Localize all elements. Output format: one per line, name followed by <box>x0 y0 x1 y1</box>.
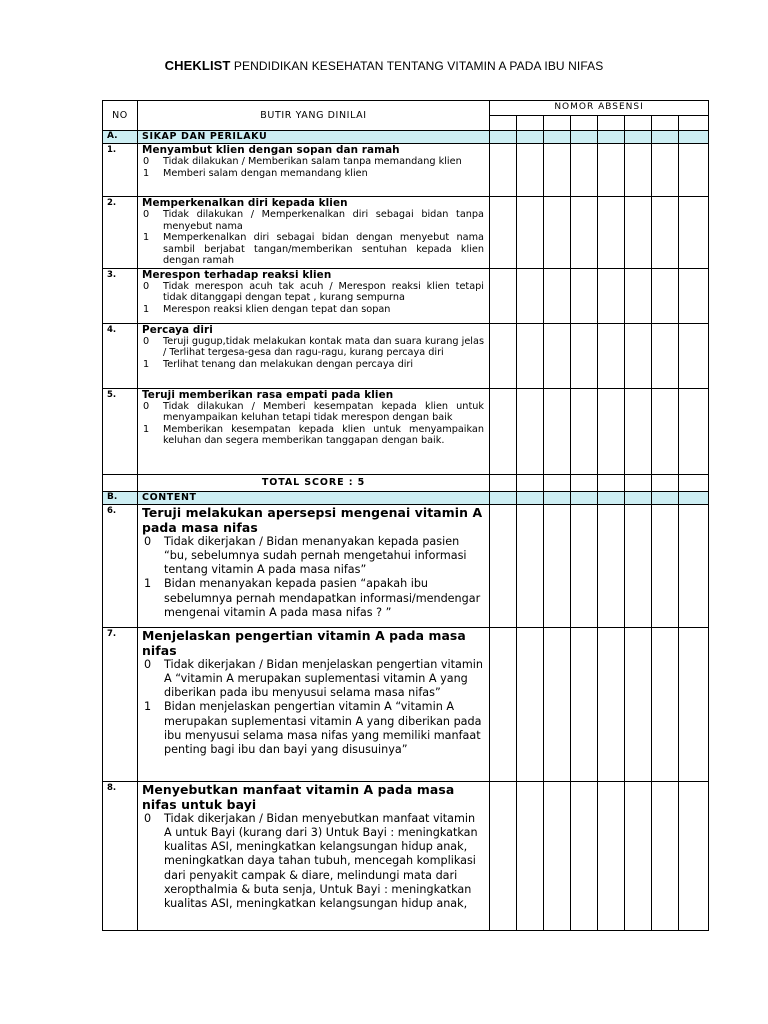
section-score-cell <box>490 491 517 504</box>
checklist-item-row <box>103 781 709 930</box>
score-cell[interactable] <box>517 504 544 627</box>
score-cell[interactable] <box>625 144 652 197</box>
score-cell[interactable] <box>517 197 544 269</box>
section-score-cell <box>652 131 679 144</box>
score-cell[interactable] <box>571 388 598 474</box>
score-value: 0 <box>144 534 152 548</box>
score-option <box>142 209 484 232</box>
title-rest: PENDIDIKAN KESEHATAN TENTANG VITAMIN A PADA IBU NIFAS <box>233 59 604 73</box>
score-cell[interactable] <box>652 197 679 269</box>
section-score-cell <box>679 491 709 504</box>
score-value: 1 <box>143 232 150 243</box>
score-cell[interactable] <box>652 268 679 323</box>
score-text: Tidak dilakukan / Memperkenalkan diri sebagai bidan tanpa menyebut nama <box>163 209 484 232</box>
score-text: Tidak dikerjakan / Bidan menyebutkan manfaat vitamin A untuk Bayi (kurang dari 3) Untuk Bayi : meningkatkan kualitas ASI, meningkatkan kelangsungan hidup anak, meningkatkan daya tahan tubuh, mencegah komplikasi dari penyakit campak & diare, melindungi mata dari xeropthalmia & buta senja, Untuk Bayi : meningkatkan kualitas ASI, meningkatkan kelangsungan hidup anak, <box>164 811 478 911</box>
section-score-cell <box>490 131 517 144</box>
score-cell[interactable] <box>625 504 652 627</box>
header-butir: BUTIR YANG DINILAI <box>138 101 490 131</box>
score-cell[interactable] <box>679 504 709 627</box>
total-score-cell[interactable] <box>652 474 679 491</box>
score-value: 0 <box>143 400 150 412</box>
score-cell[interactable] <box>517 781 544 930</box>
score-cell[interactable] <box>490 627 517 781</box>
score-value: 0 <box>143 335 150 347</box>
header-no: NO <box>103 101 138 131</box>
score-cell[interactable] <box>679 323 709 388</box>
total-score-cell[interactable] <box>598 474 625 491</box>
section-score-cell <box>598 131 625 144</box>
item-number: 7. <box>103 627 138 781</box>
total-score: TOTAL SCORE : 5 <box>138 474 490 491</box>
score-cell[interactable] <box>598 197 625 269</box>
score-option <box>142 168 484 180</box>
score-text: Memberi salam dengan memandang klien <box>163 167 368 179</box>
score-cell[interactable] <box>517 388 544 474</box>
score-option <box>142 424 484 447</box>
score-option <box>142 535 484 578</box>
score-cell[interactable] <box>490 388 517 474</box>
section-score-cell <box>625 491 652 504</box>
section-score-cell <box>652 491 679 504</box>
score-cell[interactable] <box>490 504 517 627</box>
total-score-cell[interactable] <box>625 474 652 491</box>
score-cell[interactable] <box>571 144 598 197</box>
score-value: 0 <box>144 657 152 671</box>
document-title <box>0 58 768 73</box>
score-cell[interactable] <box>544 504 571 627</box>
score-cell[interactable] <box>625 197 652 269</box>
score-text: Bidan menjelaskan pengertian vitamin A “vitamin A merupakan suplementasi vitamin A yang diberikan pada ibu menyusui selama masa nifas yang memiliki manfaat penting bagi ibu dan bayi yang disusuinya” <box>164 700 482 757</box>
score-cell[interactable] <box>679 268 709 323</box>
checklist-item-row <box>103 388 709 474</box>
checklist-item-row <box>103 197 709 269</box>
score-cell[interactable] <box>625 627 652 781</box>
score-text: Tidak dilakukan / Memberikan salam tanpa memandang klien <box>163 156 462 167</box>
item-description <box>138 627 490 781</box>
item-title: Percaya diri <box>142 323 213 336</box>
header-nomor-absensi: NOMOR ABSENSI <box>490 101 709 116</box>
score-cell[interactable] <box>544 781 571 930</box>
item-number: 6. <box>103 504 138 627</box>
item-title: Menjelaskan pengertian vitamin A pada masa nifas <box>142 627 466 658</box>
item-number: 1. <box>103 144 138 197</box>
score-cell[interactable] <box>598 323 625 388</box>
absensi-header-cell[interactable] <box>652 116 679 131</box>
score-cell[interactable] <box>679 144 709 197</box>
absensi-header-cell[interactable] <box>544 116 571 131</box>
item-number: 2. <box>103 197 138 269</box>
section-code: A. <box>103 131 138 144</box>
section-row <box>103 491 709 504</box>
section-score-cell <box>517 491 544 504</box>
checklist-item-row <box>103 504 709 627</box>
score-cell[interactable] <box>598 268 625 323</box>
score-value: 1 <box>143 167 150 179</box>
score-cell[interactable] <box>598 504 625 627</box>
score-value: 1 <box>143 303 150 315</box>
score-cell[interactable] <box>679 627 709 781</box>
total-score-row <box>103 474 709 491</box>
score-cell[interactable] <box>490 144 517 197</box>
section-score-cell <box>544 491 571 504</box>
total-score-cell[interactable] <box>544 474 571 491</box>
score-cell[interactable] <box>652 781 679 930</box>
score-cell[interactable] <box>517 144 544 197</box>
item-description <box>138 504 490 627</box>
score-text: Memberikan kesempatan kepada klien untuk menyampaikan keluhan dan segera memberikan tanggapan dengan baik. <box>163 423 484 446</box>
section-score-cell <box>571 131 598 144</box>
score-text: Tidak dikerjakan / Bidan menjelaskan pengertian vitamin A “vitamin A merupakan suplementasi vitamin A yang diberikan pada ibu menyusui selama masa nifas” <box>164 657 483 700</box>
score-cell[interactable] <box>571 323 598 388</box>
score-value: 1 <box>143 423 150 435</box>
checklist-table <box>102 100 709 931</box>
item-title: Menyebutkan manfaat vitamin A pada masa nifas untuk bayi <box>142 781 455 812</box>
checklist-item-row <box>103 268 709 323</box>
score-value: 0 <box>143 156 150 167</box>
score-value: 1 <box>143 358 150 370</box>
checklist-item-row <box>103 323 709 388</box>
score-value: 0 <box>143 280 150 292</box>
score-cell[interactable] <box>517 268 544 323</box>
score-cell[interactable] <box>517 627 544 781</box>
section-score-cell <box>625 131 652 144</box>
item-description <box>138 323 490 388</box>
score-value: 0 <box>143 209 150 220</box>
absensi-header-cell[interactable] <box>517 116 544 131</box>
score-cell[interactable] <box>679 781 709 930</box>
score-value: 0 <box>144 811 152 825</box>
section-code: B. <box>103 491 138 504</box>
score-text: Tidak merespon acuh tak acuh / Merespon reaksi klien tetapi tidak ditanggapi dengan tepat , kurang sempurna <box>163 280 484 303</box>
score-option <box>142 232 484 267</box>
item-title: Teruji melakukan apersepsi mengenai vitamin A pada masa nifas <box>142 504 483 535</box>
item-title: Menyambut klien dengan sopan dan ramah <box>142 144 400 156</box>
title-bold: CHEKLIST <box>164 58 231 73</box>
score-cell[interactable] <box>490 323 517 388</box>
section-label: SIKAP DAN PERILAKU <box>138 131 490 144</box>
checklist-item-row <box>103 627 709 781</box>
score-option <box>142 401 484 424</box>
score-cell[interactable] <box>544 388 571 474</box>
score-cell[interactable] <box>652 388 679 474</box>
total-score-cell[interactable] <box>679 474 709 491</box>
item-description <box>138 144 490 197</box>
score-value: 1 <box>144 700 152 714</box>
total-empty-cell <box>103 474 138 491</box>
section-score-cell <box>517 131 544 144</box>
absensi-header-cell[interactable] <box>490 116 517 131</box>
section-score-cell <box>598 491 625 504</box>
score-cell[interactable] <box>571 781 598 930</box>
score-value: 1 <box>144 577 152 591</box>
item-description <box>138 197 490 269</box>
score-cell[interactable] <box>598 144 625 197</box>
score-cell[interactable] <box>625 388 652 474</box>
score-cell[interactable] <box>544 627 571 781</box>
score-option <box>142 156 484 168</box>
header-row <box>103 101 709 116</box>
total-score-cell[interactable] <box>517 474 544 491</box>
score-text: Terlihat tenang dan melakukan dengan percaya diri <box>163 358 414 370</box>
score-text: Tidak dilakukan / Memberi kesempatan kepada klien untuk menyampaikan keluhan tetapi tidak merespon dengan baik <box>163 400 484 423</box>
absensi-header-cell[interactable] <box>679 116 709 131</box>
score-cell[interactable] <box>490 197 517 269</box>
score-cell[interactable] <box>490 781 517 930</box>
checklist-item-row <box>103 144 709 197</box>
section-row <box>103 131 709 144</box>
item-title: Memperkenalkan diri kepada klien <box>142 197 348 209</box>
item-number: 5. <box>103 388 138 474</box>
score-cell[interactable] <box>571 504 598 627</box>
item-title: Merespon terhadap reaksi klien <box>142 268 332 281</box>
score-text: Teruji gugup,tidak melakukan kontak mata dan suara kurang jelas / Terlihat tergesa-gesa dan ragu-ragu, kurang percaya diri <box>163 335 484 358</box>
absensi-header-cell[interactable] <box>625 116 652 131</box>
score-cell[interactable] <box>544 268 571 323</box>
section-score-cell <box>571 491 598 504</box>
score-cell[interactable] <box>652 504 679 627</box>
total-score-cell[interactable] <box>490 474 517 491</box>
score-cell[interactable] <box>625 323 652 388</box>
item-number: 8. <box>103 781 138 930</box>
score-option <box>142 304 484 316</box>
score-cell[interactable] <box>598 781 625 930</box>
score-cell[interactable] <box>571 197 598 269</box>
score-cell[interactable] <box>544 144 571 197</box>
score-option <box>142 336 484 359</box>
score-cell[interactable] <box>625 268 652 323</box>
item-description <box>138 268 490 323</box>
item-number: 3. <box>103 268 138 323</box>
score-cell[interactable] <box>652 323 679 388</box>
score-cell[interactable] <box>517 323 544 388</box>
score-cell[interactable] <box>652 627 679 781</box>
score-option <box>142 700 484 757</box>
score-cell[interactable] <box>679 197 709 269</box>
score-text: Merespon reaksi klien dengan tepat dan sopan <box>163 303 391 315</box>
score-option <box>142 281 484 304</box>
section-score-cell <box>544 131 571 144</box>
score-cell[interactable] <box>571 627 598 781</box>
score-text: Tidak dikerjakan / Bidan menanyakan kepada pasien “bu, sebelumnya sudah pernah mengetahui informasi tentang vitamin A pada masa nifas” <box>164 534 467 577</box>
score-cell[interactable] <box>625 781 652 930</box>
item-title: Teruji memberikan rasa empati pada klien <box>142 388 394 401</box>
score-option <box>142 812 484 912</box>
score-option <box>142 577 484 620</box>
score-cell[interactable] <box>544 323 571 388</box>
score-cell[interactable] <box>544 197 571 269</box>
total-score-cell[interactable] <box>571 474 598 491</box>
absensi-header-cell[interactable] <box>571 116 598 131</box>
score-text: Bidan menanyakan kepada pasien “apakah ibu sebelumnya pernah mendapatkan informasi/mendengar mengenai vitamin A pada masa nifas ? ” <box>164 577 481 619</box>
item-description <box>138 388 490 474</box>
section-label: CONTENT <box>138 491 490 504</box>
score-cell[interactable] <box>679 388 709 474</box>
item-description <box>138 781 490 930</box>
section-score-cell <box>679 131 709 144</box>
item-number: 4. <box>103 323 138 388</box>
score-cell[interactable] <box>598 627 625 781</box>
score-cell[interactable] <box>490 268 517 323</box>
score-cell[interactable] <box>571 268 598 323</box>
score-cell[interactable] <box>652 144 679 197</box>
score-option <box>142 658 484 701</box>
score-cell[interactable] <box>598 388 625 474</box>
checklist-body <box>103 101 709 931</box>
score-text: Memperkenalkan diri sebagai bidan dengan menyebut nama sambil berjabat tangan/memberikan sentuhan kepada klien dengan ramah <box>163 232 484 266</box>
score-option <box>142 359 484 371</box>
absensi-header-cell[interactable] <box>598 116 625 131</box>
